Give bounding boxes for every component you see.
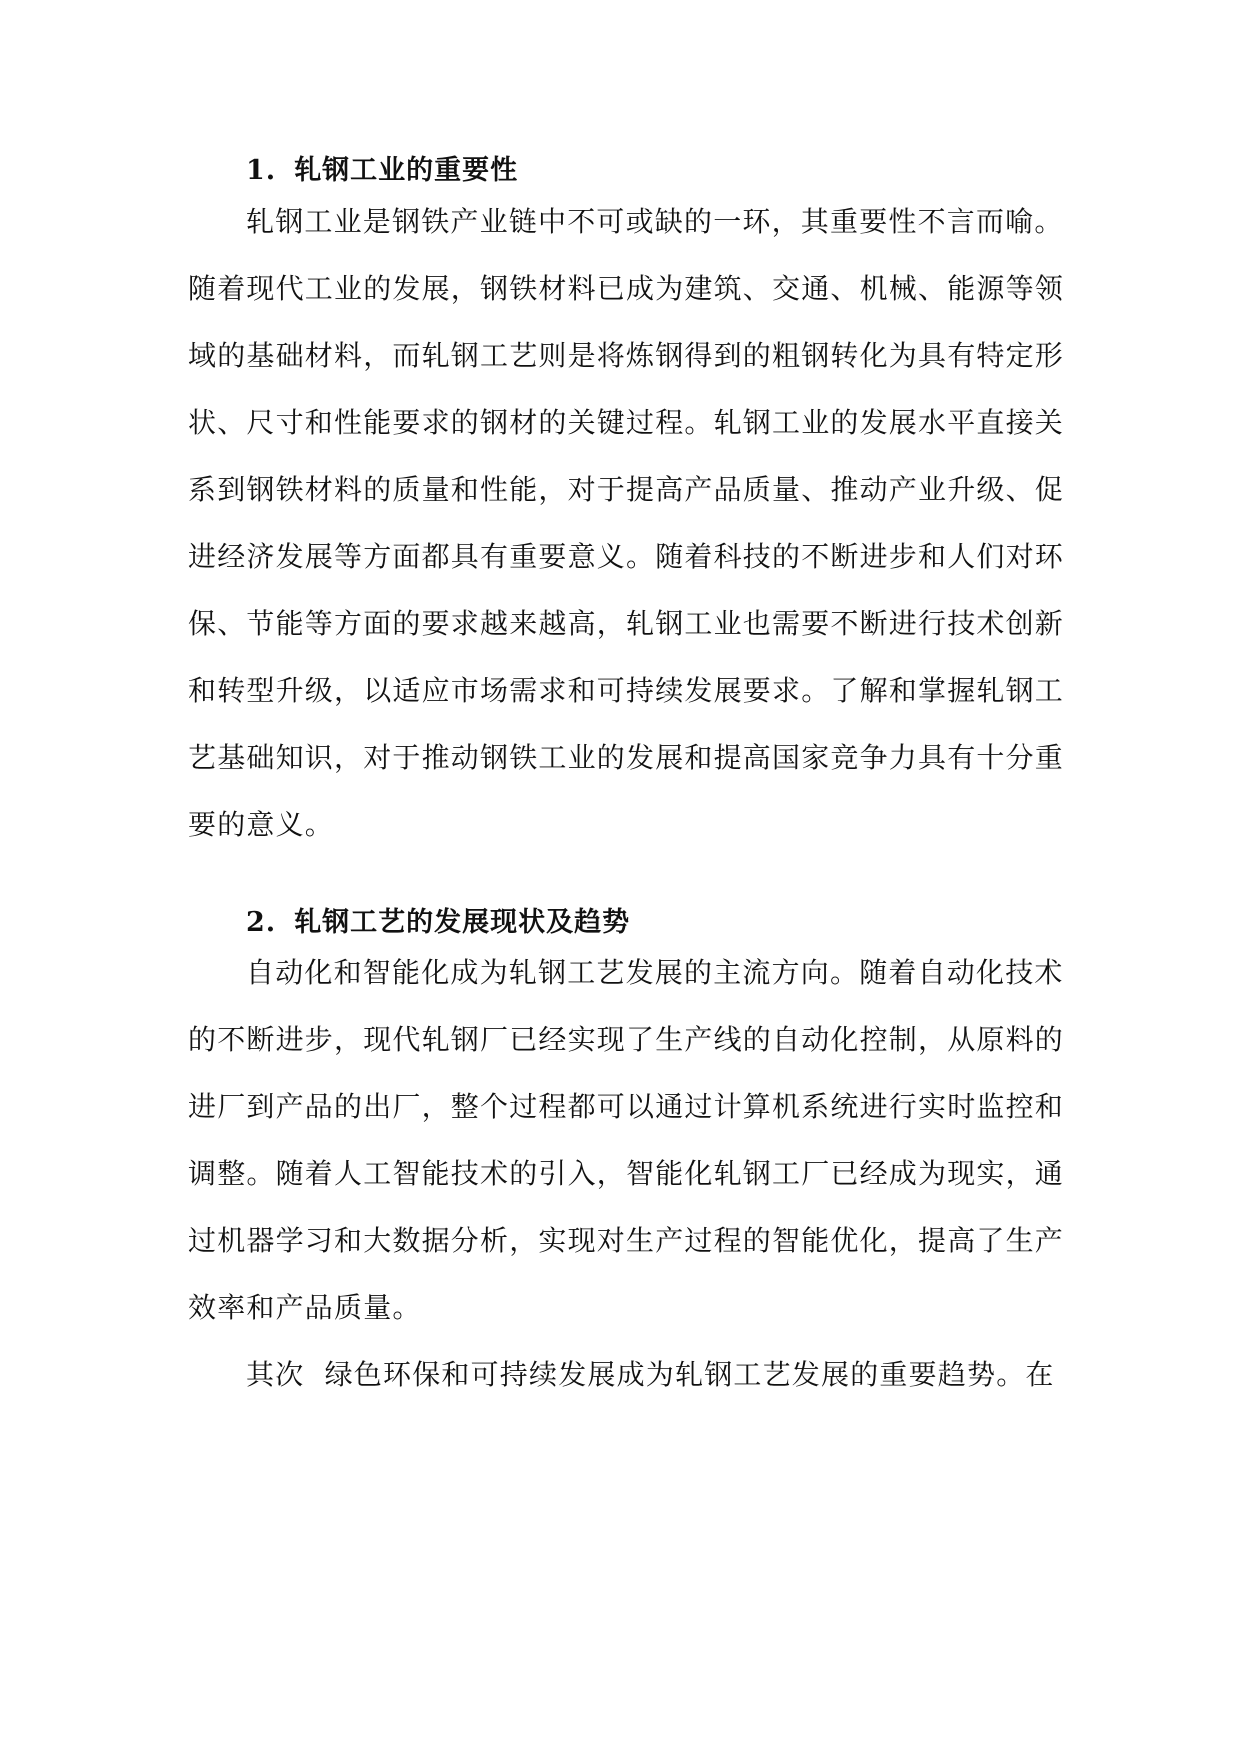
section-2-line: 效率和产品质量。 — [188, 1291, 422, 1324]
section-1-heading — [246, 153, 518, 189]
section-1-line: 随着现代工业的发展，钢铁材料已成为建筑、交通、机械、能源等领 — [188, 272, 1065, 305]
section-1-line: 和转型升级，以适应市场需求和可持续发展要求。了解和掌握轧钢工 — [188, 674, 1065, 707]
section-2-line: 其次 绿色环保和可持续发展成为轧钢工艺发展的重要趋势。在 — [246, 1358, 1055, 1391]
section-1-line: 进经济发展等方面都具有重要意义。随着科技的不断进步和人们对环 — [188, 540, 1065, 573]
section-2-heading — [246, 905, 630, 941]
section-2-line: 过机器学习和大数据分析，实现对生产过程的智能优化，提高了生产 — [188, 1224, 1065, 1257]
section-1-line: 要的意义。 — [188, 808, 335, 841]
section-2-title: 轧钢工艺的发展现状及趋势 — [294, 907, 631, 938]
section-1-line: 保、节能等方面的要求越来越高，轧钢工业也需要不断进行技术创新 — [188, 607, 1065, 640]
section-2-line: 调整。随着人工智能技术的引入，智能化轧钢工厂已经成为现实，通 — [188, 1157, 1065, 1190]
section-1-line: 状、尺寸和性能要求的钢材的关键过程。轧钢工业的发展水平直接关 — [188, 406, 1065, 439]
section-2-line: 自动化和智能化成为轧钢工艺发展的主流方向。随着自动化技术 — [246, 956, 1064, 989]
section-2-line: 进厂到产品的出厂，整个过程都可以通过计算机系统进行实时监控和 — [188, 1090, 1065, 1123]
section-1-number: 1. — [246, 155, 277, 186]
section-1-line: 艺基础知识，对于推动钢铁工业的发展和提高国家竞争力具有十分重 — [188, 741, 1065, 774]
section-2-number: 2. — [246, 907, 277, 938]
section-1-line: 系到钢铁材料的质量和性能，对于提高产品质量、推动产业升级、促 — [188, 473, 1065, 506]
section-2-line: 的不断进步，现代轧钢厂已经实现了生产线的自动化控制，从原料的 — [188, 1023, 1065, 1056]
section-1-line: 轧钢工业是钢铁产业链中不可或缺的一环，其重要性不言而喻。 — [246, 205, 1064, 238]
section-1-line: 域的基础材料，而轧钢工艺则是将炼钢得到的粗钢转化为具有特定形 — [188, 339, 1065, 372]
section-1-title: 轧钢工业的重要性 — [294, 155, 519, 186]
